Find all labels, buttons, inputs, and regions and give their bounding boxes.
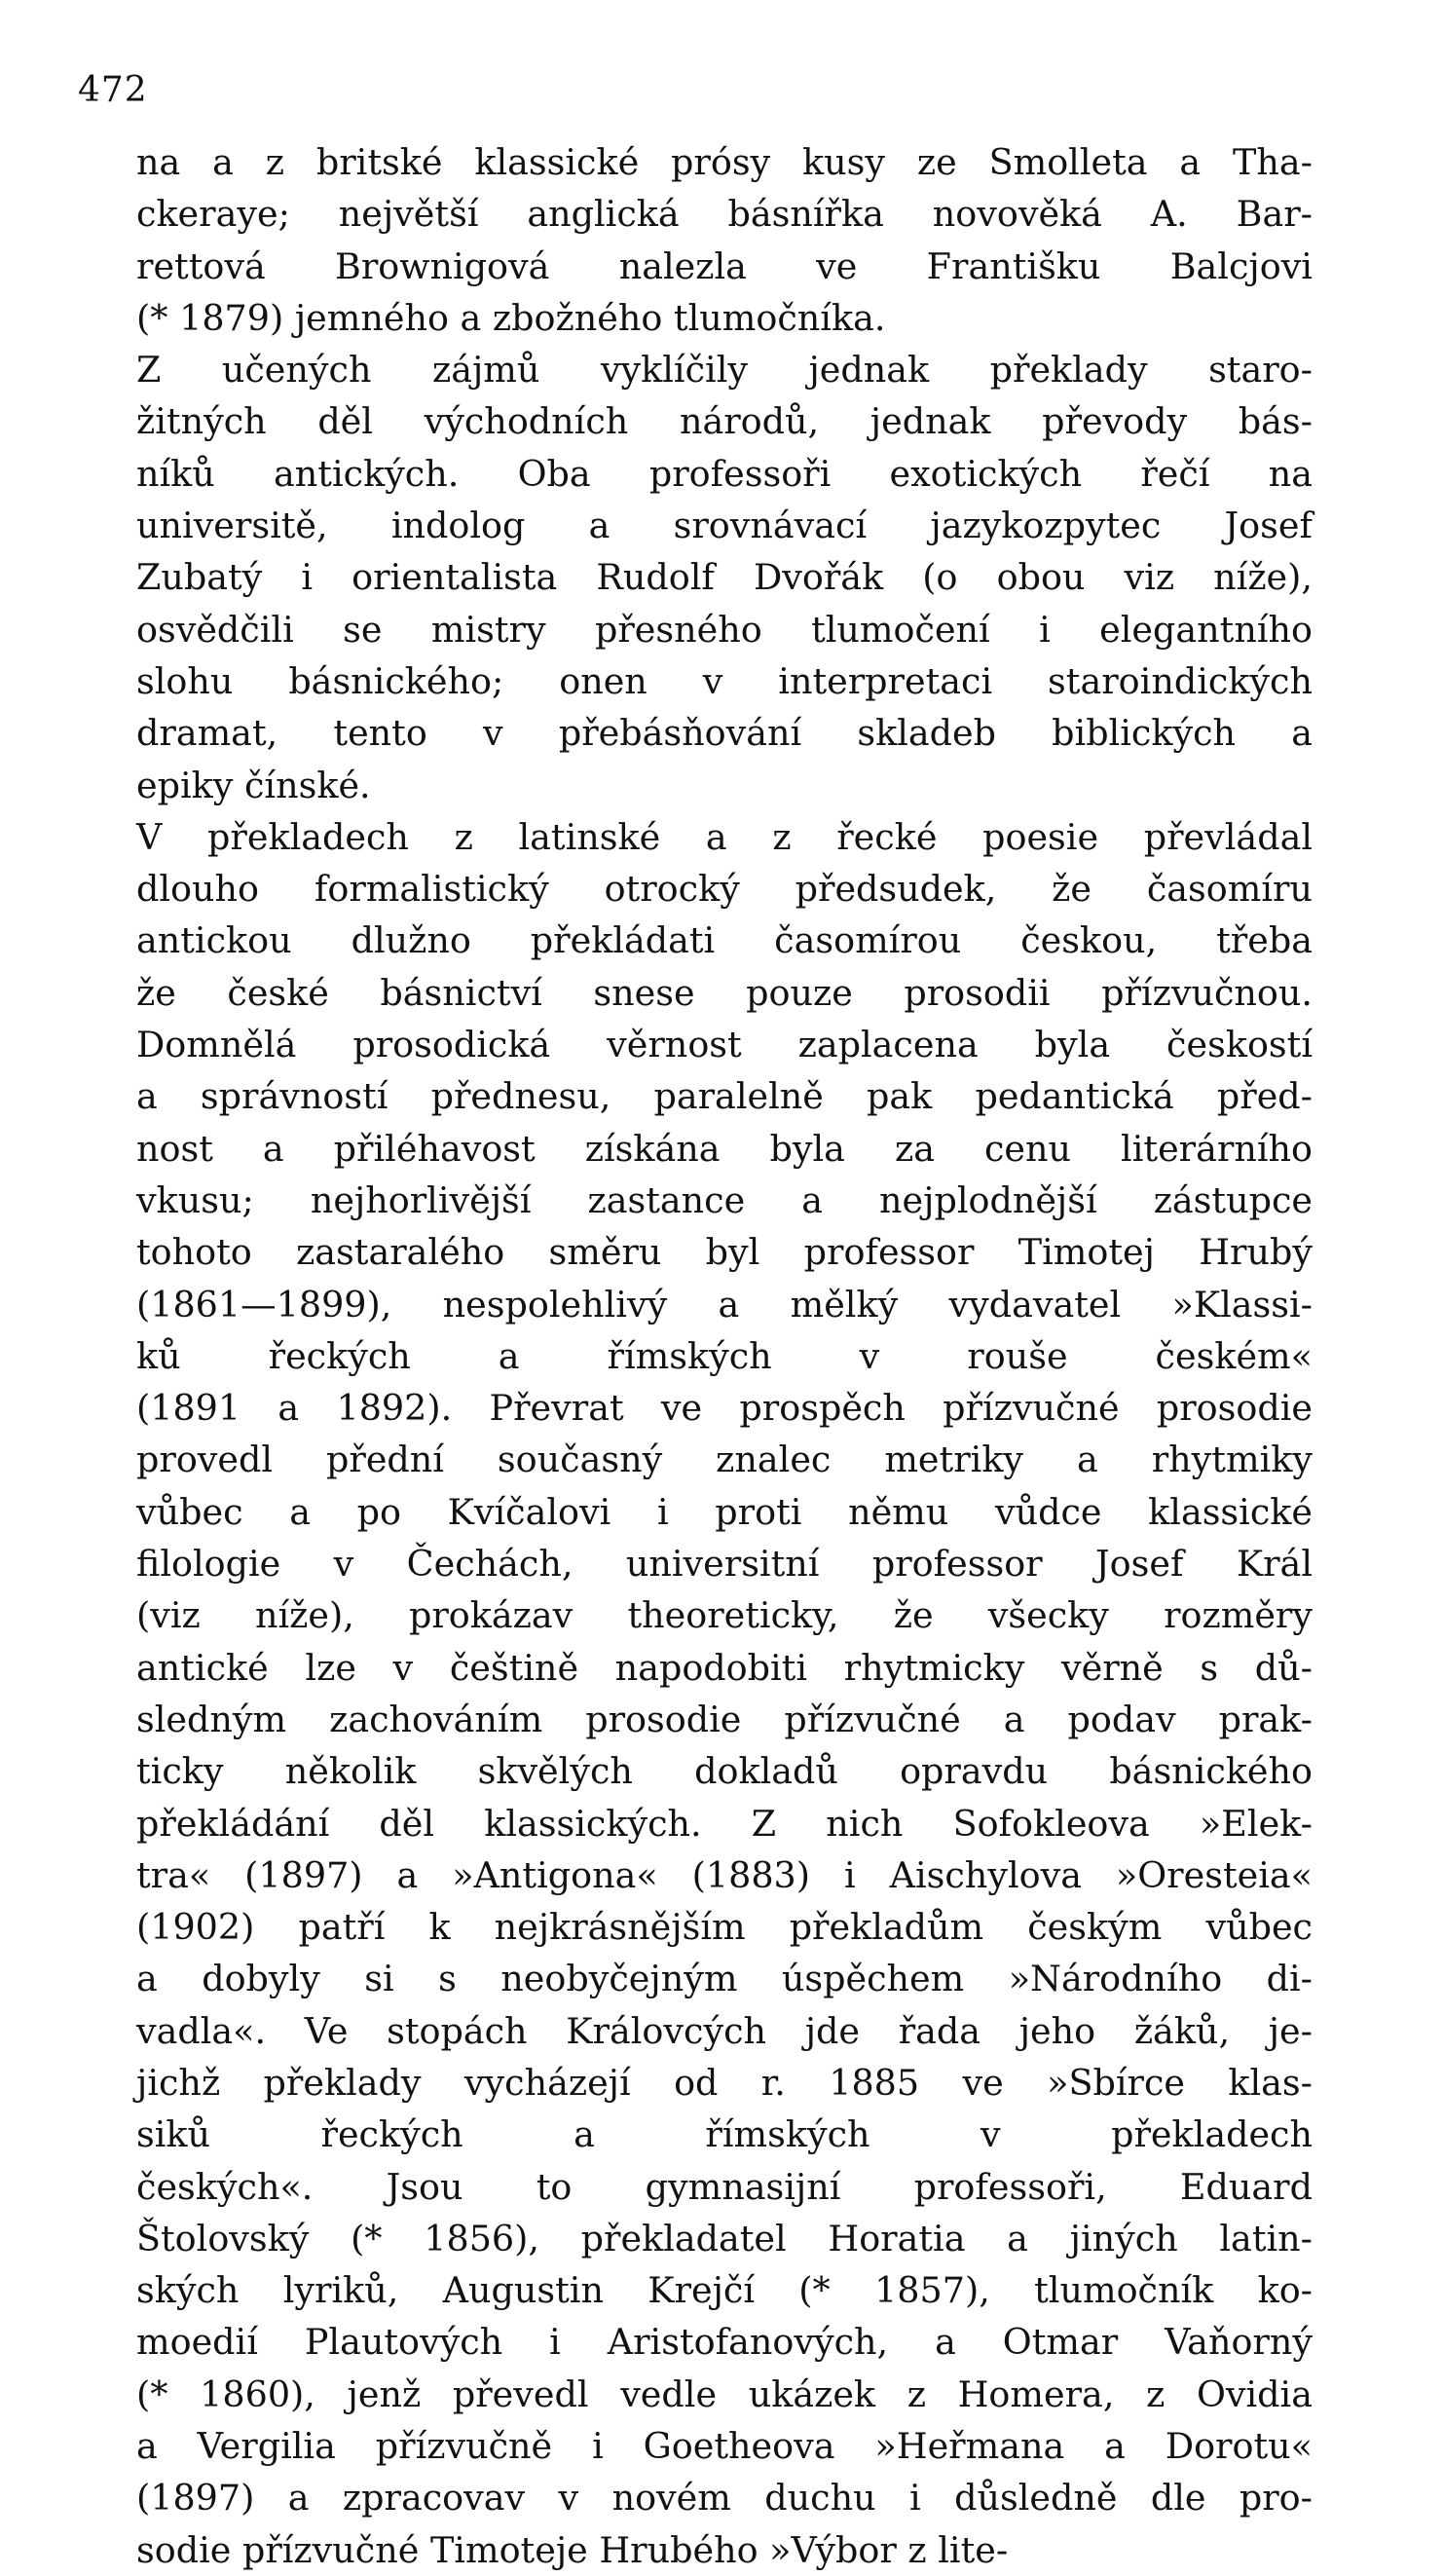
text-line: a správností přednesu, paralelně pak pedantická před- [136,1075,1313,1118]
text-line: tohoto zastaralého směru byl professor Timotej Hrubý [136,1231,1313,1274]
text-line: jichž překlady vycházejí od r. 1885 ve »Sbírce klas- [136,2061,1313,2104]
text-line: Z učených zájmů vyklíčily jednak překlady staro- [136,349,1313,392]
text-line: vkusu; nejhorlivější zastance a nejplodnější zástupce [136,1178,1313,1221]
text-line: (1897) a zpracovav v novém duchu i důsledně dle pro- [136,2477,1313,2520]
text-line: ckeraye; největší anglická básnířka novověká A. Bar- [136,193,1313,236]
text-line: provedl přední současný znalec metriky a rhytmiky [136,1438,1313,1481]
body-text [136,136,1313,2576]
text-line: sledným zachováním prosodie přízvučné a podav prak- [136,1698,1313,1740]
text-line: ků řeckých a římských v rouše českém« [136,1334,1313,1377]
text-line: vadla«. Ve stopách Královcých jde řada jeho žáků, je- [136,2009,1313,2052]
text-line: a Vergilia přízvučně i Goetheova »Heřmana a Dorotu« [136,2425,1313,2468]
text-line: ských lyriků, Augustin Krejčí (* 1857), tlumočník ko- [136,2269,1313,2312]
text-line: siků řeckých a římských v překladech [136,2113,1313,2156]
text-line: že české básnictví snese pouze prosodii přízvučnou. [136,971,1313,1014]
text-line: universitě, indolog a srovnávací jazykozpytec Josef [136,504,1313,547]
text-line: žitných děl východních národů, jednak převody bás- [136,400,1313,443]
text-line: dramat, tento v přebásňování skladeb biblických a [136,712,1313,755]
text-line: vůbec a po Kvíčalovi i proti němu vůdce klassické [136,1490,1313,1533]
text-line: epiky čínské. [136,764,371,806]
text-line: nost a přiléhavost získána byla za cenu literárního [136,1127,1313,1170]
text-line: V překladech z latinské a z řecké poesie převládal [136,815,1313,858]
text-line: (1861—1899), nespolehlivý a mělký vydavatel »Klassi- [136,1283,1313,1325]
text-line: na a z britské klassické prósy kusy ze Smolleta a Tha- [136,141,1313,183]
text-line: filologie v Čechách, universitní professor Josef Král [136,1543,1313,1586]
text-line: (* 1860), jenž převedl vedle ukázek z Homera, z Ovidia [136,2372,1313,2415]
text-line: (viz níže), prokázav theoreticky, že všecky rozměry [136,1594,1313,1637]
text-line: (* 1879) jemného a zbožného tlumočníka. [136,296,886,339]
text-line: moedií Plautových i Aristofanových, a Otmar Vaňorný [136,2321,1313,2364]
text-line: ticky několik skvělých dokladů opravdu básnického [136,1750,1313,1793]
text-line: Domnělá prosodická věrnost zaplacena byla českostí [136,1024,1313,1066]
text-line: rettová Brownigová nalezla ve Františku Balcjovi [136,244,1313,287]
text-line: níků antických. Oba professoři exotických řečí na [136,452,1313,495]
text-line: (1902) patří k nejkrásnějším překladům českým vůbec [136,1906,1313,1949]
text-line: Zubatý i orientalista Rudolf Dvořák (o obou viz níže), [136,556,1313,599]
page-number: 472 [78,70,148,110]
text-line: tra« (1897) a »Antigona« (1883) i Aischylova »Oresteia« [136,1853,1313,1896]
text-line: slohu básnického; onen v interpretaci staroindických [136,659,1313,702]
text-line: dlouho formalistický otrocký předsudek, že časomíru [136,868,1313,911]
text-line: (1891 a 1892). Převrat ve prospěch přízvučné prosodie [136,1387,1313,1430]
text-line: českých«. Jsou to gymnasijní professoři, Eduard [136,2165,1313,2208]
text-line: Štolovský (* 1856), překladatel Horatia a jiných latin- [136,2217,1313,2259]
text-line: a dobyly si s neobyčejným úspěchem »Národního di- [136,1958,1313,2000]
text-line: sodie přízvučné Timoteje Hrubého »Výbor z lite- [136,2528,1009,2571]
text-line: překládání děl klassických. Z nich Sofokleova »Elek- [136,1802,1313,1845]
text-line: antickou dlužno překládati časomírou českou, třeba [136,919,1313,962]
text-line: antické lze v češtině napodobiti rhytmicky věrně s dů- [136,1646,1313,1689]
text-line: osvědčili se mistry přesného tlumočení i elegantního [136,608,1313,651]
